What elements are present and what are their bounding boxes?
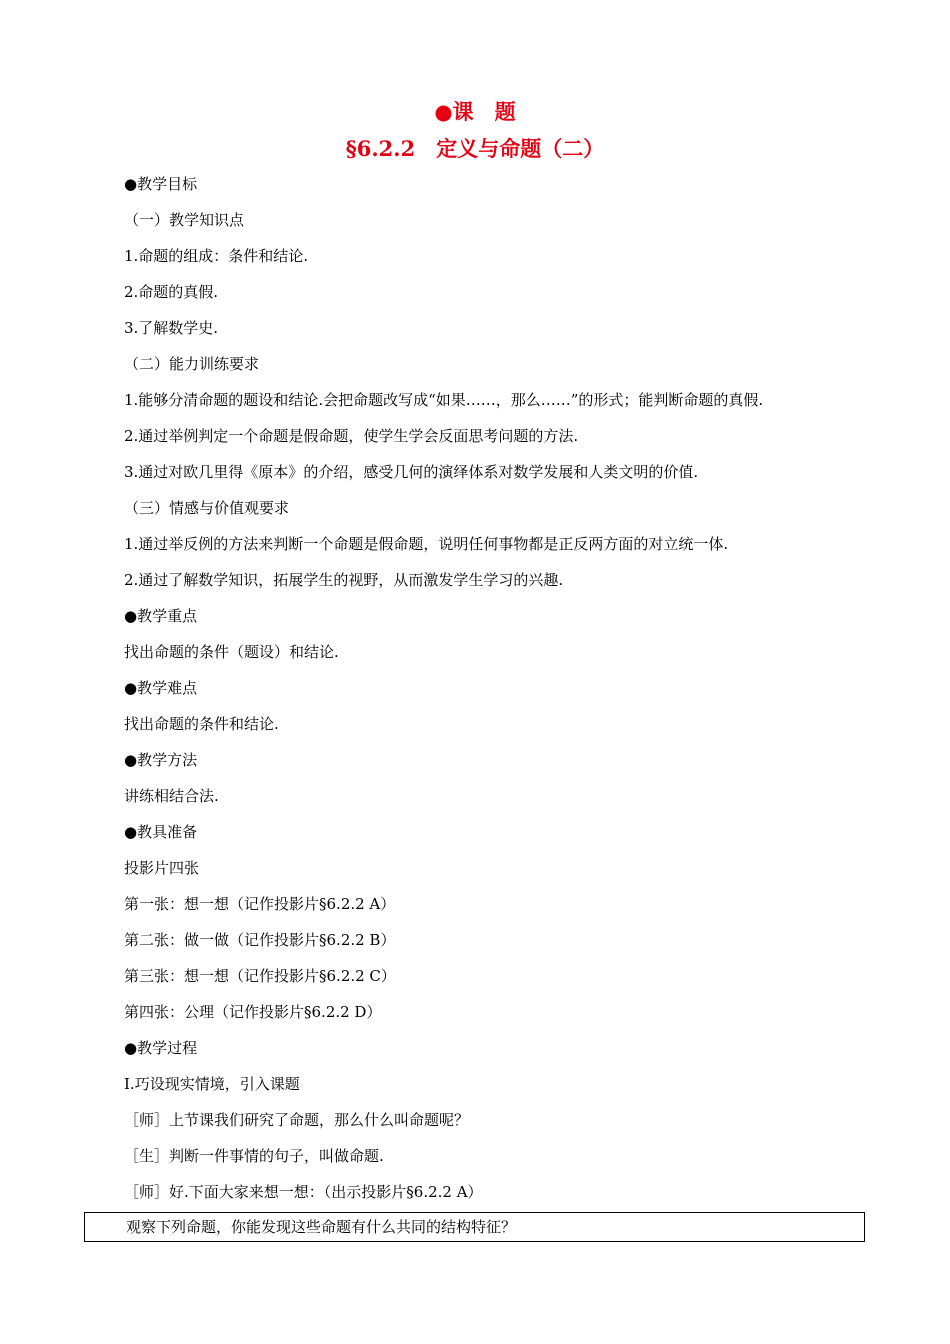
subheading-knowledge: （一）教学知识点 bbox=[124, 211, 245, 229]
subheading-attitude: （三）情感与价值观要求 bbox=[124, 499, 290, 517]
paragraph: 3.了解数学史. bbox=[124, 319, 219, 337]
paragraph: 第二张：做一做（记作投影片§6.2.2 B） bbox=[124, 931, 396, 949]
question-box bbox=[84, 1212, 865, 1242]
subheading-ability: （二）能力训练要求 bbox=[124, 355, 260, 373]
section-heading-method: ●教学方法 bbox=[124, 751, 198, 769]
dialogue-line: ［师］上节课我们研究了命题，那么什么叫命题呢？ bbox=[124, 1111, 470, 1129]
section-heading-materials: ●教具准备 bbox=[124, 823, 198, 841]
dialogue-line: ［生］判断一件事情的句子，叫做命题. bbox=[124, 1147, 384, 1165]
paragraph: 第三张：想一想（记作投影片§6.2.2 C） bbox=[124, 967, 396, 985]
dialogue-line: ［师］好.下面大家来想一想：（出示投影片§6.2.2 A） bbox=[124, 1183, 483, 1201]
course-label: ●课 题 bbox=[434, 99, 516, 124]
paragraph: 1.能够分清命题的题设和结论.会把命题改写成“如果……，那么……”的形式；能判断命题的真假. bbox=[124, 391, 764, 409]
section-heading-objectives: ●教学目标 bbox=[124, 175, 198, 193]
section-heading-keypoints: ●教学重点 bbox=[124, 607, 198, 625]
paragraph: 找出命题的条件（题设）和结论. bbox=[124, 643, 339, 661]
paragraph: 第四张：公理（记作投影片§6.2.2 D） bbox=[124, 1003, 382, 1021]
paragraph: Ⅰ.巧设现实情境，引入课题 bbox=[124, 1075, 300, 1093]
paragraph: 第一张：想一想（记作投影片§6.2.2 A） bbox=[124, 895, 396, 913]
paragraph: 1.通过举反例的方法来判断一个命题是假命题，说明任何事物都是正反两方面的对立统一体. bbox=[124, 535, 729, 553]
section-heading-difficulties: ●教学难点 bbox=[124, 679, 198, 697]
paragraph: 1.命题的组成：条件和结论. bbox=[124, 247, 309, 265]
paragraph: 2.通过举例判定一个命题是假命题，使学生学会反面思考问题的方法. bbox=[124, 427, 579, 445]
paragraph: 投影片四张 bbox=[124, 859, 200, 877]
lesson-title: §6.2.2 定义与命题（二） bbox=[345, 136, 605, 161]
paragraph: 找出命题的条件和结论. bbox=[124, 715, 279, 733]
paragraph: 讲练相结合法. bbox=[124, 787, 219, 805]
section-heading-process: ●教学过程 bbox=[124, 1039, 198, 1057]
question-text: 观察下列命题，你能发现这些命题有什么共同的结构特征？ bbox=[126, 1218, 517, 1236]
paragraph: 3.通过对欧几里得《原本》的介绍，感受几何的演绎体系对数学发展和人类文明的价值. bbox=[124, 463, 699, 481]
paragraph: 2.命题的真假. bbox=[124, 283, 219, 301]
paragraph: 2.通过了解数学知识，拓展学生的视野，从而激发学生学习的兴趣. bbox=[124, 571, 564, 589]
